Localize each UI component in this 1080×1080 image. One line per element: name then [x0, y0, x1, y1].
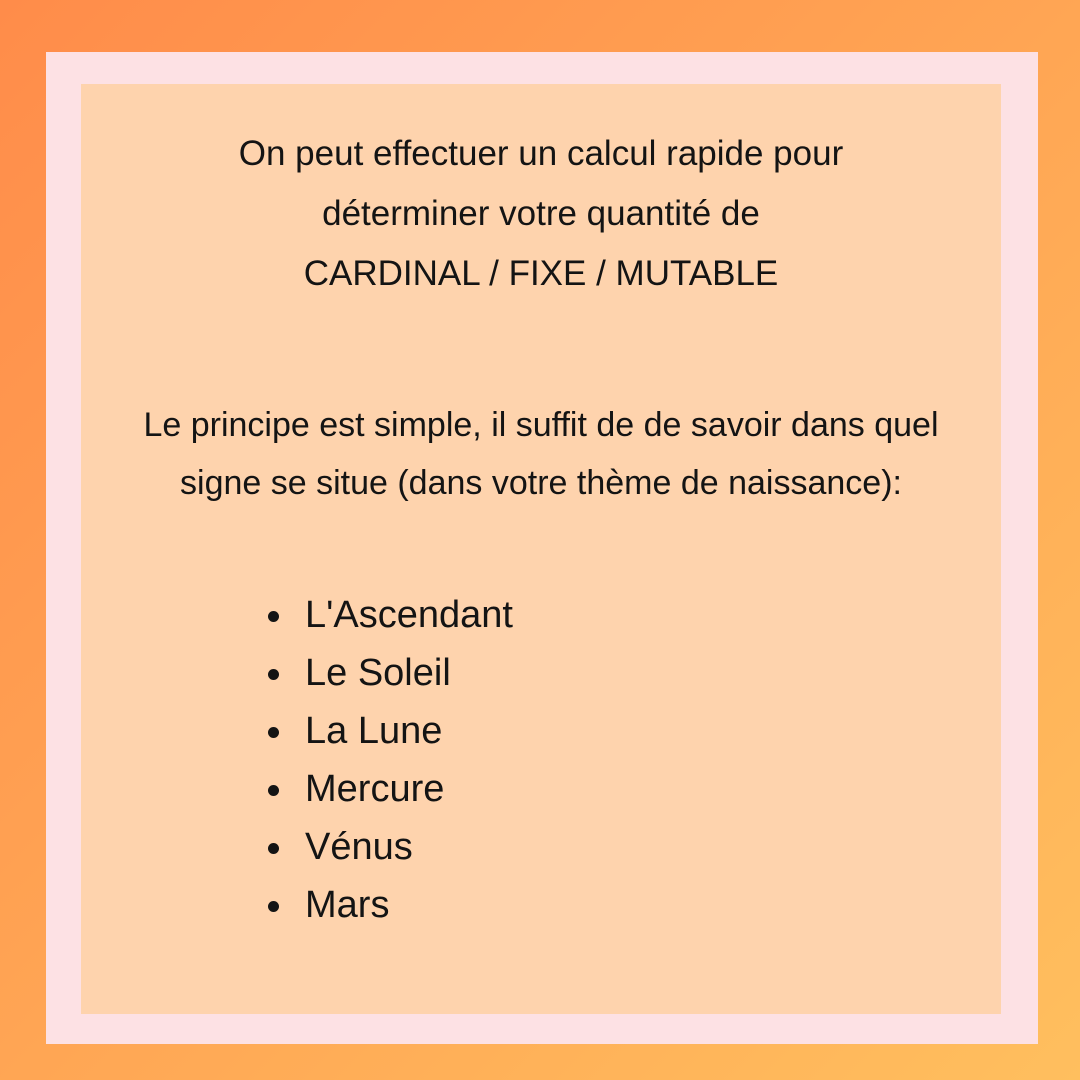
- list-item: [263, 586, 513, 644]
- intro-line-3: CARDINAL / FIXE / MUTABLE: [303, 254, 779, 293]
- list-item: [263, 644, 513, 702]
- bullet-icon: [268, 669, 279, 680]
- list-item-label: Mercure: [305, 768, 445, 810]
- list-item-label: L'Ascendant: [305, 594, 513, 636]
- bullet-icon: [268, 843, 279, 854]
- list-item: [263, 760, 513, 818]
- bullet-icon: [268, 901, 279, 912]
- bullet-icon: [268, 611, 279, 622]
- list-item: [263, 702, 513, 760]
- principle-line-2: signe se situe (dans votre thème de naissance):: [180, 464, 902, 502]
- content-panel: [81, 84, 1001, 1014]
- list-item-label: Mars: [305, 884, 390, 926]
- bullet-icon: [268, 785, 279, 796]
- bullet-list: [263, 586, 513, 934]
- intro-text: [81, 124, 1001, 304]
- principle-line-1: Le principe est simple, il suffit de de savoir dans quel: [143, 406, 939, 444]
- bullet-icon: [268, 727, 279, 738]
- list-item: [263, 818, 513, 876]
- list-item-label: Le Soleil: [305, 652, 451, 694]
- principle-text: [81, 396, 1001, 512]
- list-item-label: La Lune: [305, 710, 443, 752]
- list-item-label: Vénus: [305, 826, 413, 868]
- list-item: [263, 876, 513, 934]
- intro-line-1: On peut effectuer un calcul rapide pour: [238, 134, 844, 173]
- intro-line-2: déterminer votre quantité de: [322, 194, 760, 233]
